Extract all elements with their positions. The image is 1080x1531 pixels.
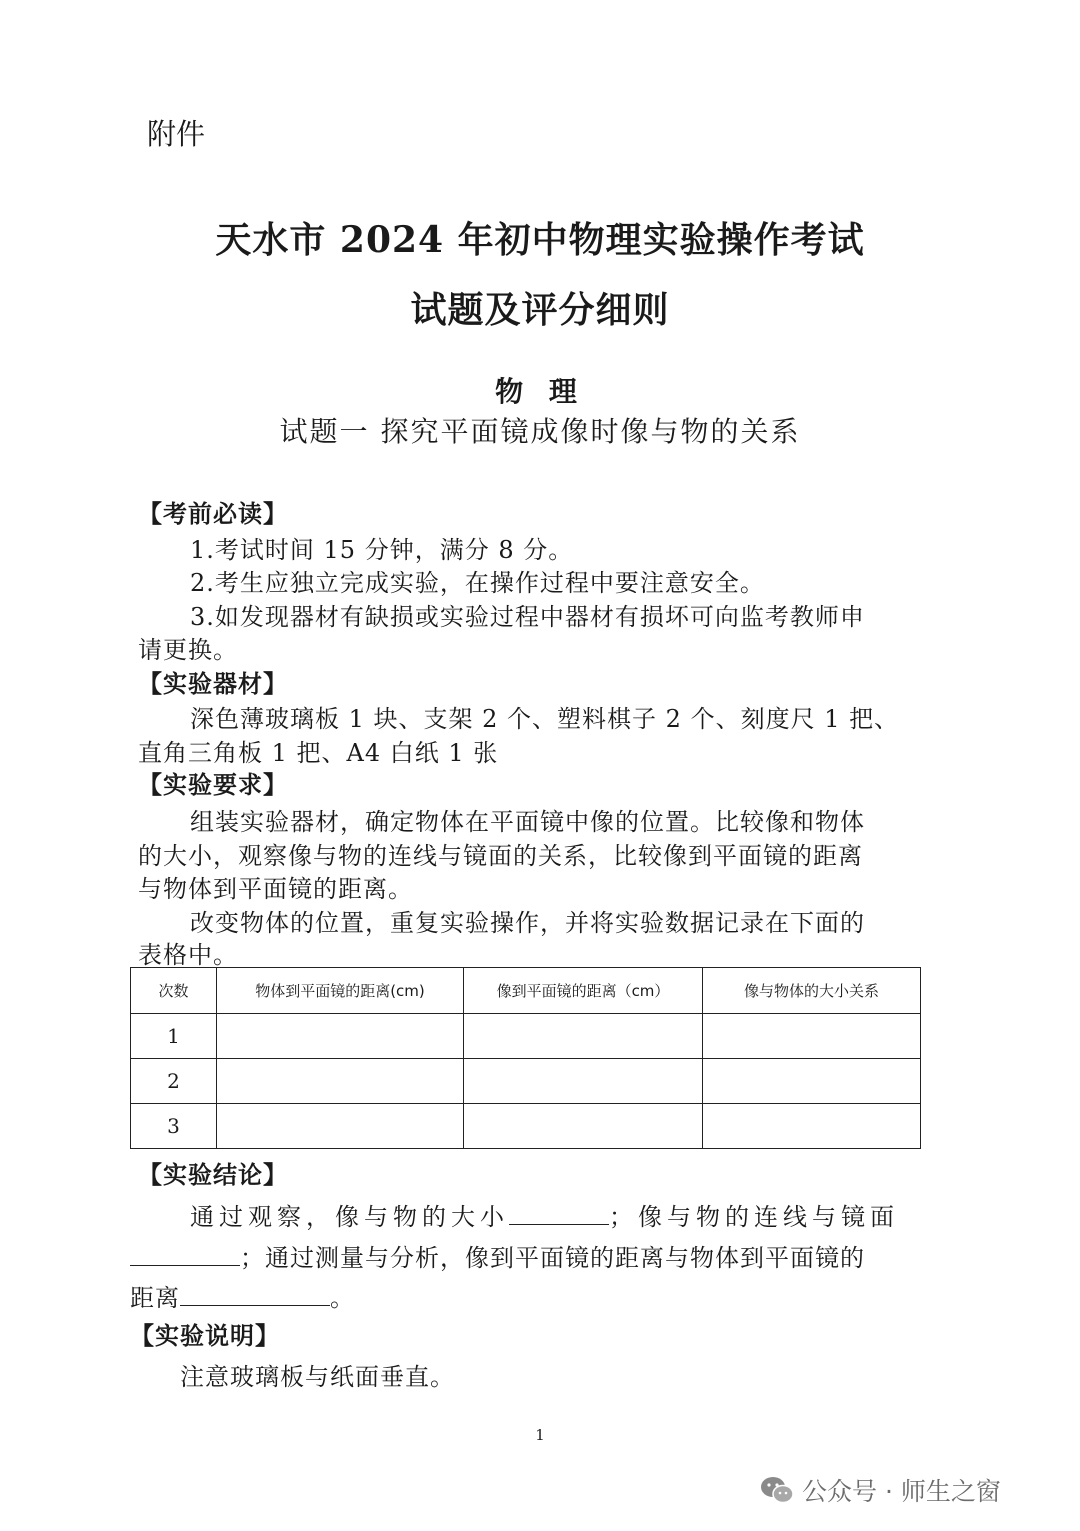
table-cell [464,1059,703,1104]
table-row [131,1059,921,1104]
table-row [131,1104,921,1149]
conclusion-text: 。 [330,1284,355,1312]
answer-blank-line [130,1243,240,1266]
pre-read-item-3: 3.如发现器材有缺损或实验过程中器材有损坏可向监考教师申 [190,603,865,631]
section-heading-notes: 【实验说明】 [130,1321,280,1350]
requirements-line-3: 与物体到平面镜的距离。 [138,875,413,903]
table-header-cell: 次数 [131,968,217,1014]
section-heading-pre-read: 【考前必读】 [138,499,288,528]
doc-title-line2: 试题及评分细则 [410,289,670,331]
table-header-row [131,968,921,1014]
page-number: 1 [535,1426,545,1444]
conclusion-line-2 [130,1238,865,1273]
section-heading-requirements: 【实验要求】 [138,770,288,799]
pre-read-item-3-cont: 请更换。 [138,636,238,664]
table-cell [464,1014,703,1059]
conclusion-text: ；像与物的连线与镜面 [609,1203,899,1231]
table-cell [464,1104,703,1149]
table-cell [703,1059,921,1104]
table-cell [217,1059,464,1104]
data-record-table [130,967,921,1149]
table-cell [703,1014,921,1059]
conclusion-line-3 [130,1278,355,1313]
equipment-line-1: 深色薄玻璃板 1 块、支架 2 个、塑料棋子 2 个、刻度尺 1 把、 [190,705,900,733]
conclusion-text: ；通过测量与分析，像到平面镜的距离与物体到平面镜的 [240,1244,865,1272]
trial-number-cell: 1 [131,1014,217,1059]
answer-blank-size [509,1202,609,1225]
table-row [131,1014,921,1059]
trial-number-cell: 3 [131,1104,217,1149]
pre-read-item-2: 2.考生应独立完成实验，在操作过程中要注意安全。 [190,569,765,597]
requirements-line-1: 组装实验器材，确定物体在平面镜中像的位置。比较像和物体 [190,808,865,836]
conclusion-text: 距离 [130,1284,180,1312]
table-header-cell: 物体到平面镜的距离(cm) [217,968,464,1014]
requirements-line-2: 的大小，观察像与物的连线与镜面的关系，比较像到平面镜的距离 [138,842,863,870]
requirements-line-5: 表格中。 [138,941,238,969]
question-title: 试题一 探究平面镜成像时像与物的关系 [279,415,801,448]
equipment-line-2: 直角三角板 1 把、A4 白纸 1 张 [138,739,499,767]
table-cell [217,1014,464,1059]
trial-number-cell: 2 [131,1059,217,1104]
requirements-line-4: 改变物体的位置，重复实验操作，并将实验数据记录在下面的 [190,909,865,937]
section-heading-conclusion: 【实验结论】 [138,1160,288,1189]
table-header-cell: 像到平面镜的距离（cm） [464,968,703,1014]
table-header-cell: 像与物体的大小关系 [703,968,921,1014]
watermark-text: 公众号 · 师生之窗 [802,1477,1001,1506]
subject-heading: 物 理 [495,375,585,408]
watermark [760,1472,1001,1508]
table-cell [217,1104,464,1149]
pre-read-item-1: 1.考试时间 15 分钟，满分 8 分。 [190,536,574,564]
wechat-icon [760,1475,794,1505]
section-heading-equipment: 【实验器材】 [138,669,288,698]
conclusion-line-1 [190,1197,899,1232]
conclusion-text: 通过观察，像与物的大小 [190,1203,509,1231]
answer-blank-distance [180,1283,330,1306]
notes-text: 注意玻璃板与纸面垂直。 [180,1363,455,1391]
attachment-label: 附件 [147,117,206,151]
doc-title-line1: 天水市 2024 年初中物理实验操作考试 [215,219,865,261]
table-cell [703,1104,921,1149]
